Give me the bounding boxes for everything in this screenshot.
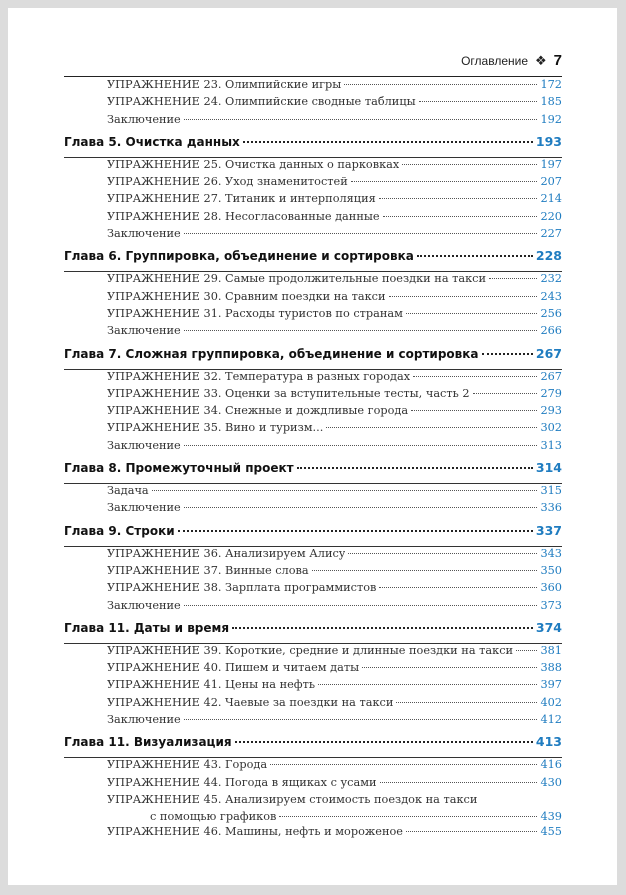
page-link[interactable]: 388 [540, 661, 562, 675]
page-link[interactable]: 256 [540, 306, 562, 320]
entry-title: УПРАЖНЕНИЕ 29. Самые продолжительные поездки на такси [107, 272, 487, 286]
chapter-title: Глава 5. Очистка данных [64, 134, 240, 149]
toc-entry[interactable] [64, 644, 562, 661]
chapter-title: Глава 11. Даты и время [64, 620, 230, 635]
dot-leader [406, 830, 537, 832]
page-link[interactable]: 439 [540, 810, 562, 824]
dot-leader [184, 329, 538, 331]
page-link[interactable]: 412 [540, 713, 562, 727]
dot-leader [184, 718, 538, 720]
dot-leader [419, 100, 538, 102]
toc-entry[interactable] [64, 113, 562, 130]
dot-leader [297, 466, 533, 469]
chapter-title: Глава 8. Промежуточный проект [64, 461, 294, 476]
page-link[interactable]: 302 [540, 421, 562, 435]
document-page [8, 8, 617, 885]
dot-leader [383, 215, 538, 217]
toc-entry[interactable] [64, 484, 562, 501]
toc-entry[interactable] [64, 439, 562, 456]
dot-leader [184, 232, 538, 234]
entry-title: УПРАЖНЕНИЕ 23. Олимпийские игры [107, 78, 342, 91]
page-link[interactable]: 193 [535, 133, 562, 149]
toc-entry[interactable] [64, 324, 562, 341]
toc-entry[interactable] [64, 696, 562, 713]
toc-entry[interactable] [64, 564, 562, 581]
toc-chapter[interactable] [64, 456, 562, 484]
dot-leader [516, 649, 537, 651]
entry-title: УПРАЖНЕНИЕ 45. Анализируем стоимость поездок на такси [107, 792, 478, 806]
dot-leader [396, 701, 537, 703]
page-number: 7 [553, 52, 562, 69]
chapter-title: Глава 11. Визуализация [64, 735, 232, 750]
dot-leader [326, 426, 537, 428]
toc-chapter[interactable] [64, 730, 562, 758]
toc-entry[interactable] [64, 387, 562, 404]
chapter-title: Глава 9. Строки [64, 523, 175, 538]
dot-leader [312, 569, 538, 571]
page-link[interactable]: 374 [535, 619, 562, 635]
entry-title: УПРАЖНЕНИЕ 33. Оценки за вступительные тесты, часть 2 [107, 386, 470, 400]
toc-entry[interactable] [64, 227, 562, 244]
page-link[interactable]: 185 [540, 95, 562, 109]
dot-leader [318, 683, 537, 685]
page-link[interactable]: 413 [535, 734, 562, 750]
dot-leader [489, 277, 537, 279]
dot-leader [270, 763, 537, 765]
entry-title: Заключение [107, 501, 181, 515]
toc-entry[interactable] [64, 175, 562, 192]
entry-title: УПРАЖНЕНИЕ 31. Расходы туристов по странам [107, 306, 403, 320]
entry-title: УПРАЖНЕНИЕ 26. Уход знаменитостей [107, 175, 348, 189]
entry-title: УПРАЖНЕНИЕ 24. Олимпийские сводные таблицы [107, 95, 416, 109]
page-link[interactable]: 192 [540, 112, 562, 126]
page-link[interactable]: 172 [540, 78, 562, 91]
toc-entry[interactable] [64, 793, 562, 810]
toc-chapter[interactable] [64, 519, 562, 547]
toc-entry[interactable] [64, 272, 562, 289]
toc-entry-continuation[interactable] [64, 810, 562, 825]
toc-chapter[interactable] [64, 130, 562, 158]
dot-leader [152, 489, 538, 491]
page-link[interactable]: 293 [540, 404, 562, 418]
toc-entry[interactable] [64, 158, 562, 175]
entry-title: УПРАЖНЕНИЕ 25. Очистка данных о парковках [107, 157, 400, 171]
dot-leader [348, 552, 537, 554]
toc-entry[interactable] [64, 404, 562, 421]
toc-entry[interactable] [64, 370, 562, 387]
entry-title: УПРАЖНЕНИЕ 28. Несогласованные данные [107, 209, 380, 223]
page-link[interactable]: 373 [540, 598, 562, 612]
entry-title: УПРАЖНЕНИЕ 43. Города [107, 758, 268, 772]
page-link[interactable]: 197 [540, 157, 562, 171]
page-link[interactable]: 207 [540, 175, 562, 189]
page-link[interactable]: 337 [535, 522, 562, 538]
dot-leader [411, 409, 537, 411]
toc-entry[interactable] [64, 95, 562, 112]
entry-title: УПРАЖНЕНИЕ 39. Короткие, средние и длинные поездки на такси [107, 643, 514, 657]
dot-leader [351, 180, 538, 182]
toc-entry[interactable] [64, 581, 562, 598]
dot-leader [184, 604, 538, 606]
dot-leader [184, 444, 538, 446]
chapter-title: Глава 7. Сложная группировка, объединение и сортировка [64, 346, 479, 361]
table-of-contents [64, 78, 562, 843]
entry-title: с помощью графиков [150, 810, 277, 824]
page-link[interactable]: 214 [540, 192, 562, 206]
entry-title: УПРАЖНЕНИЕ 46. Машины, нефть и мороженое [107, 825, 403, 839]
running-header [64, 50, 562, 77]
dot-leader [473, 392, 538, 394]
dot-leader [184, 118, 538, 120]
entry-title: Задача [107, 484, 149, 498]
page-link[interactable]: 220 [540, 209, 562, 223]
page-link[interactable]: 343 [540, 546, 562, 560]
entry-title: УПРАЖНЕНИЕ 44. Погода в ящиках с усами [107, 775, 377, 789]
page-link[interactable]: 402 [540, 695, 562, 709]
page-link[interactable]: 350 [540, 563, 562, 577]
ornament-icon: ❖ [535, 54, 547, 69]
page-link[interactable]: 232 [540, 272, 562, 286]
dot-leader [362, 666, 537, 668]
header-title: Оглавление [461, 54, 528, 68]
page-link[interactable]: 314 [535, 460, 562, 476]
dot-leader [235, 740, 533, 743]
dot-leader [279, 815, 537, 817]
entry-title: УПРАЖНЕНИЕ 32. Температура в разных городах [107, 369, 411, 383]
toc-entry[interactable] [64, 501, 562, 518]
dot-leader [184, 506, 538, 508]
dot-leader [389, 295, 538, 297]
entry-title: УПРАЖНЕНИЕ 42. Чаевые за поездки на такси [107, 695, 394, 709]
entry-title: УПРАЖНЕНИЕ 37. Винные слова [107, 563, 309, 577]
entry-title: УПРАЖНЕНИЕ 35. Вино и туризм... [107, 421, 324, 435]
entry-title: УПРАЖНЕНИЕ 38. Зарплата программистов [107, 581, 377, 595]
entry-title: Заключение [107, 112, 181, 126]
entry-title: УПРАЖНЕНИЕ 36. Анализируем Алису [107, 546, 346, 560]
toc-entry[interactable] [64, 758, 562, 775]
toc-entry[interactable] [64, 599, 562, 616]
page-link[interactable]: 279 [540, 386, 562, 400]
dot-leader [482, 352, 533, 355]
toc-entry[interactable] [64, 661, 562, 678]
toc-entry[interactable] [64, 713, 562, 730]
dot-leader [344, 83, 537, 85]
dot-leader [379, 586, 537, 588]
dot-leader [402, 163, 537, 165]
dot-leader [406, 312, 538, 314]
entry-title: Заключение [107, 324, 181, 338]
toc-entry[interactable] [64, 678, 562, 695]
page-link[interactable]: 336 [540, 501, 562, 515]
toc-entry[interactable] [64, 421, 562, 438]
dot-leader [413, 375, 537, 377]
page-link[interactable]: 360 [540, 581, 562, 595]
entry-title: Заключение [107, 598, 181, 612]
toc-chapter[interactable] [64, 342, 562, 370]
dot-leader [380, 781, 538, 783]
page-link[interactable]: 227 [540, 227, 562, 241]
page-link[interactable]: 416 [540, 758, 562, 772]
toc-entry[interactable] [64, 290, 562, 307]
page-link[interactable]: 243 [540, 289, 562, 303]
page-link[interactable]: 266 [540, 324, 562, 338]
page-link[interactable]: 455 [540, 825, 562, 839]
entry-title: УПРАЖНЕНИЕ 40. Пишем и читаем даты [107, 661, 360, 675]
toc-entry[interactable] [64, 210, 562, 227]
toc-entry[interactable] [64, 547, 562, 564]
toc-entry[interactable] [64, 825, 562, 842]
entry-title: УПРАЖНЕНИЕ 27. Титаник и интерполяция [107, 192, 376, 206]
chapter-title: Глава 6. Группировка, объединение и сортировка [64, 249, 414, 264]
entry-title: Заключение [107, 227, 181, 241]
entry-title: Заключение [107, 713, 181, 727]
entry-title: Заключение [107, 438, 181, 452]
entry-title: УПРАЖНЕНИЕ 41. Цены на нефть [107, 678, 316, 692]
page-link[interactable]: 267 [540, 369, 562, 383]
entry-title: УПРАЖНЕНИЕ 30. Сравним поездки на такси [107, 289, 386, 303]
toc-entry[interactable] [64, 78, 562, 95]
dot-leader [417, 254, 533, 257]
page-link[interactable]: 381 [540, 643, 562, 657]
entry-title: УПРАЖНЕНИЕ 34. Снежные и дождливые города [107, 404, 409, 418]
dot-leader [232, 626, 533, 629]
page-link[interactable]: 315 [540, 484, 562, 498]
page-link[interactable]: 228 [535, 248, 562, 264]
page-link[interactable]: 430 [540, 775, 562, 789]
dot-leader [243, 140, 533, 143]
page-link[interactable]: 267 [535, 345, 562, 361]
page-link[interactable]: 397 [540, 678, 562, 692]
dot-leader [178, 529, 533, 532]
toc-chapter[interactable] [64, 244, 562, 272]
toc-entry[interactable] [64, 192, 562, 209]
dot-leader [379, 197, 538, 199]
toc-entry[interactable] [64, 776, 562, 793]
toc-entry[interactable] [64, 307, 562, 324]
page-link[interactable]: 313 [540, 438, 562, 452]
toc-chapter[interactable] [64, 616, 562, 644]
